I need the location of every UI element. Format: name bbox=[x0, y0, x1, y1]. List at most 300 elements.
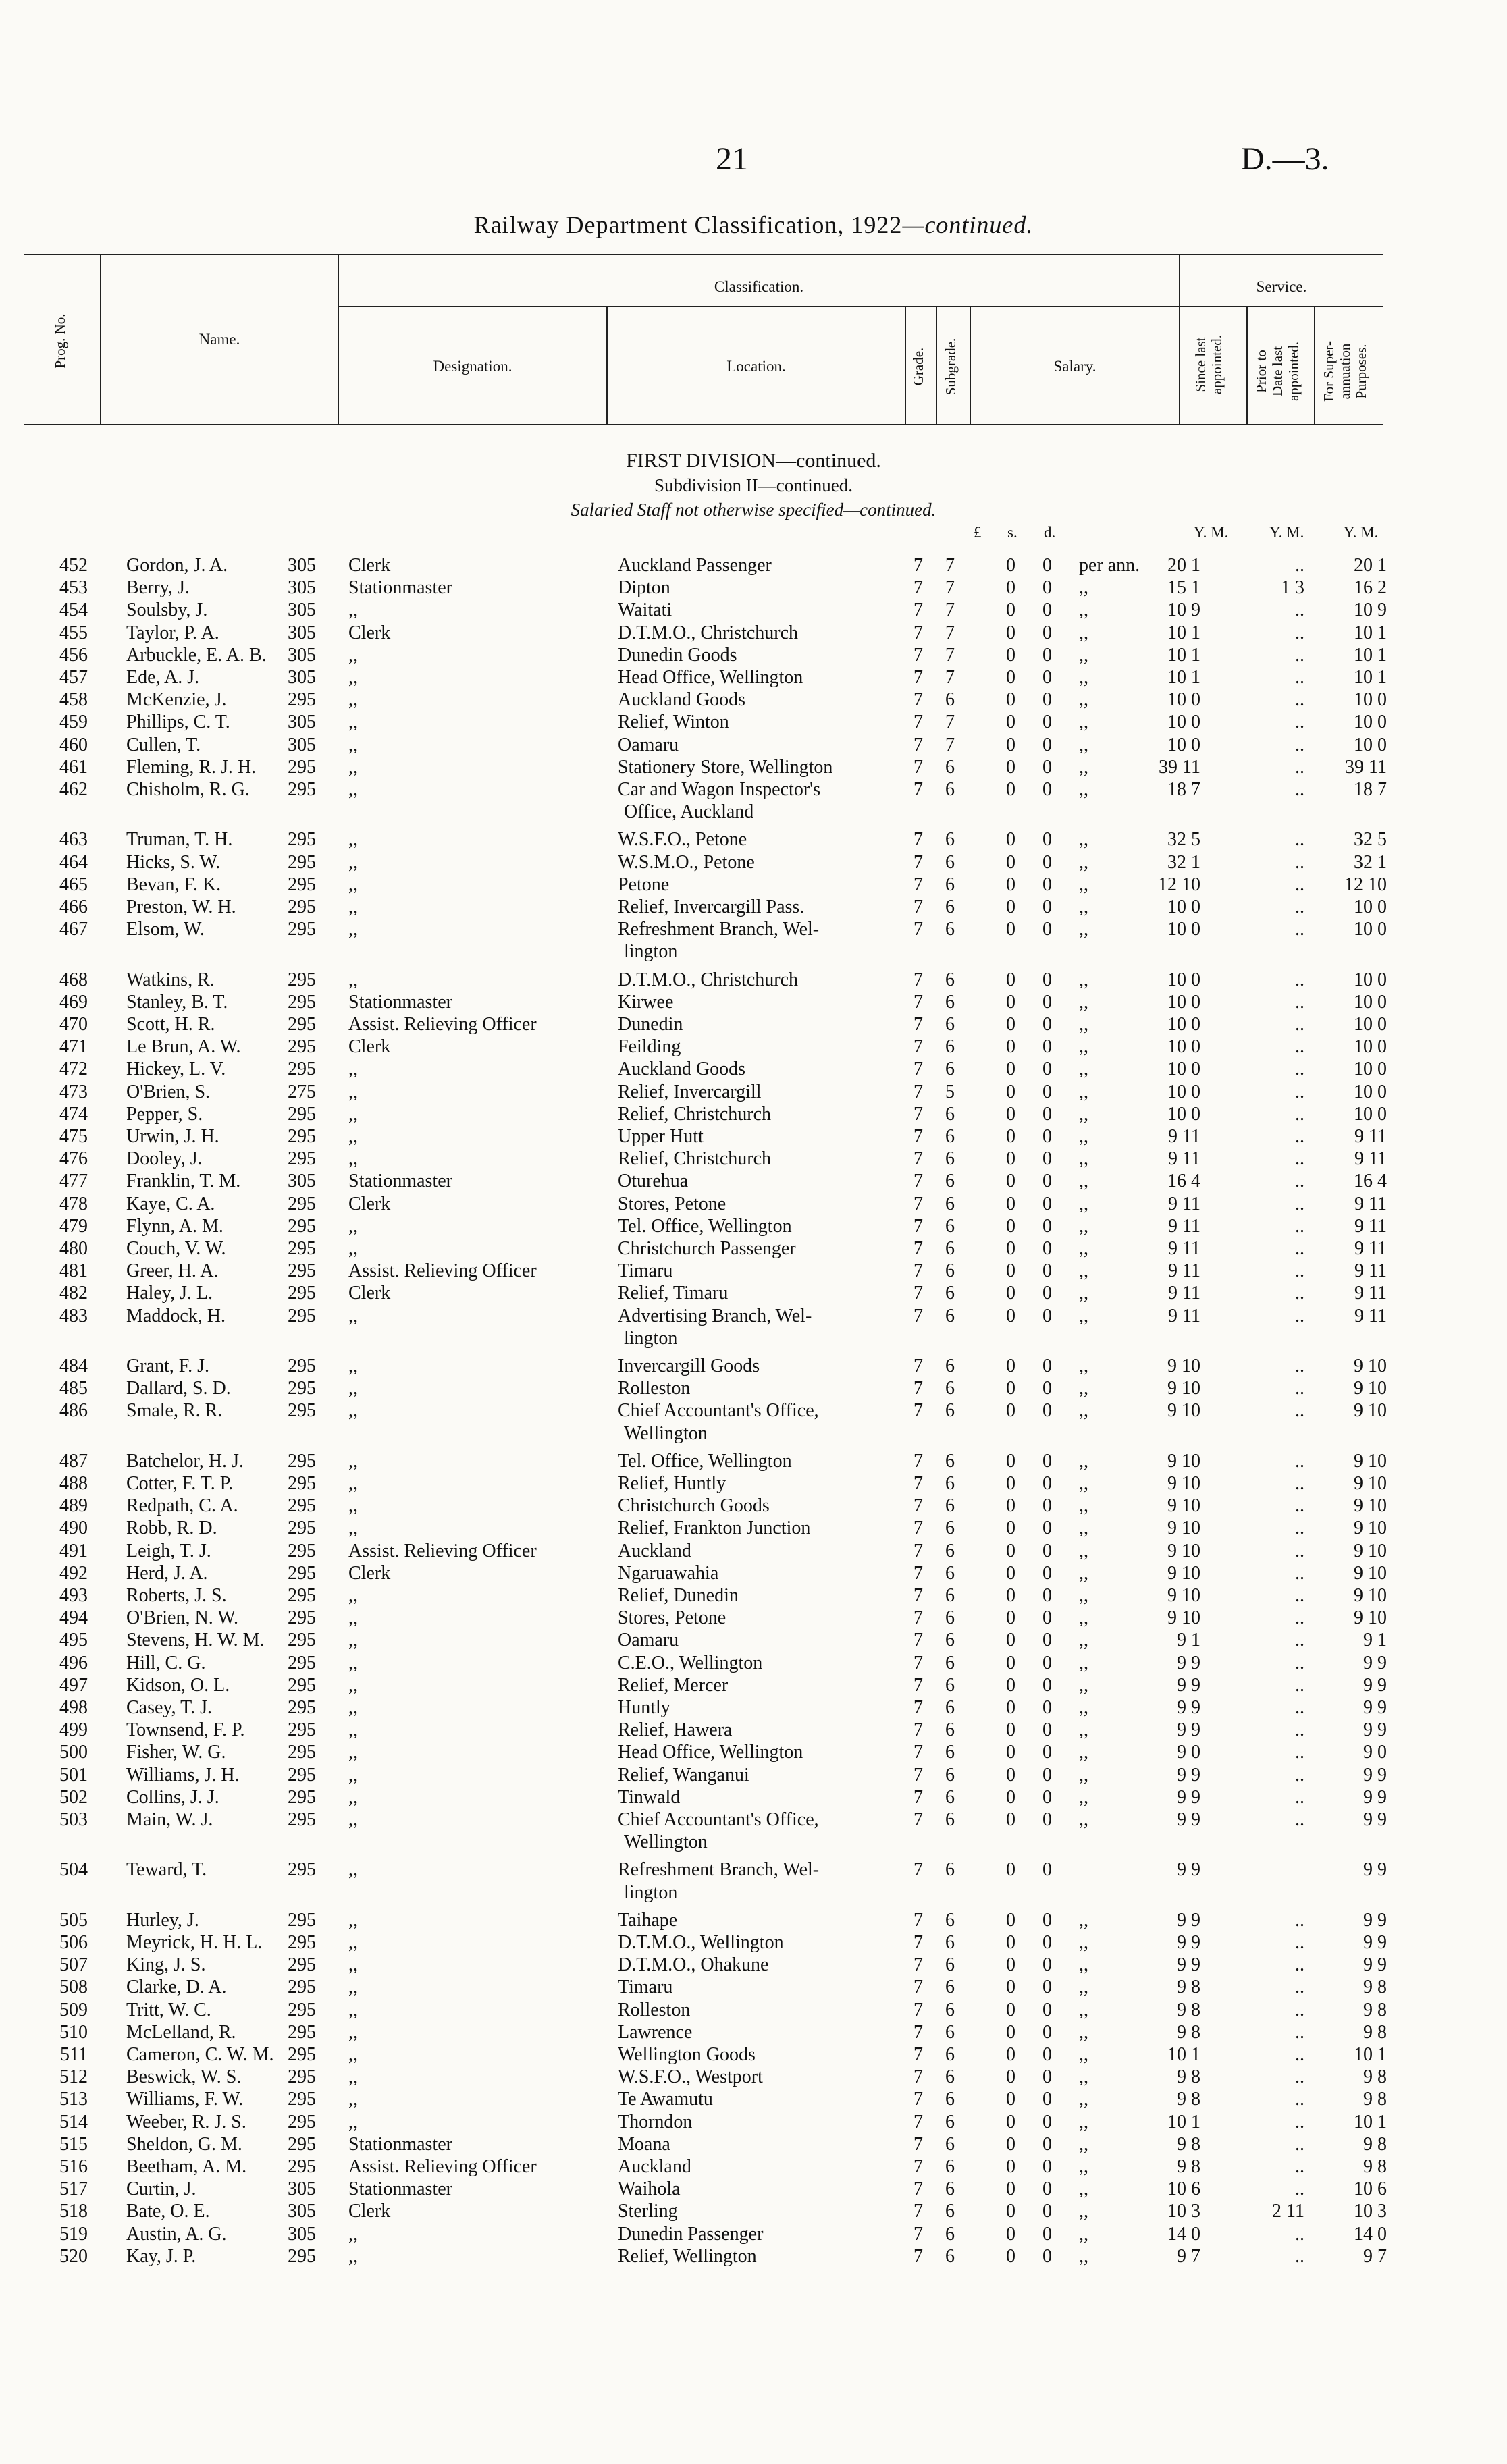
subdivision-heading: Subdivision II—continued. bbox=[654, 475, 853, 496]
header-designation: Designation. bbox=[433, 358, 512, 375]
salary-period: ,, bbox=[1079, 1764, 1088, 1786]
salary-pounds: 295 bbox=[288, 1697, 316, 1718]
subgrade: 6 bbox=[945, 2133, 955, 2155]
designation: ,, bbox=[348, 1607, 358, 1629]
staff-name: Herd, J. A. bbox=[126, 1562, 208, 1584]
service-super: 10 0 bbox=[1354, 712, 1387, 733]
service-prior: .. bbox=[1295, 1283, 1304, 1304]
service-prior: .. bbox=[1295, 1809, 1304, 1830]
service-super: 9 10 bbox=[1354, 1356, 1387, 1376]
staff-name: Preston, W. H. bbox=[126, 896, 236, 917]
location: D.T.M.O., Ohakune bbox=[618, 1954, 769, 1976]
service-since: 9 10 bbox=[1167, 1607, 1200, 1629]
salary-shillings: 0 bbox=[1006, 1764, 1015, 1786]
service-prior: .. bbox=[1295, 734, 1304, 755]
prog-no: 504 bbox=[59, 1859, 88, 1881]
subgrade: 6 bbox=[945, 896, 955, 917]
salary-shillings: 0 bbox=[1006, 1081, 1015, 1102]
grade: 7 bbox=[914, 1238, 923, 1259]
service-super: 9 10 bbox=[1354, 1540, 1387, 1561]
subgrade: 7 bbox=[945, 622, 955, 643]
salary-pence: 0 bbox=[1042, 689, 1052, 711]
group-heading: Salaried Staff not otherwise specified—continued. bbox=[571, 500, 936, 520]
service-since: 9 8 bbox=[1177, 1977, 1200, 1998]
grade: 7 bbox=[914, 1954, 923, 1976]
salary-pence: 0 bbox=[1042, 1171, 1052, 1192]
location: Relief, Wellington bbox=[618, 2245, 757, 2267]
salary-pounds: 295 bbox=[288, 1786, 316, 1808]
location: Stores, Petone bbox=[618, 1193, 726, 1214]
salary-pence: 0 bbox=[1042, 1652, 1052, 1673]
salary-shillings: 0 bbox=[1006, 1540, 1015, 1561]
salary-shillings: 0 bbox=[1006, 874, 1015, 895]
salary-shillings: 0 bbox=[1006, 1283, 1015, 1304]
prog-no: 501 bbox=[59, 1764, 88, 1786]
staff-name: Kay, J. P. bbox=[126, 2245, 196, 2267]
subgrade: 6 bbox=[945, 991, 955, 1013]
prog-no: 513 bbox=[59, 2089, 88, 2110]
salary-shillings: 0 bbox=[1006, 1607, 1015, 1629]
grade: 7 bbox=[914, 1193, 923, 1214]
salary-pence: 0 bbox=[1042, 2111, 1052, 2133]
service-prior: .. bbox=[1295, 1562, 1304, 1584]
salary-period: ,, bbox=[1079, 1652, 1088, 1673]
salary-pence: 0 bbox=[1042, 1518, 1052, 1539]
grade: 7 bbox=[914, 969, 923, 990]
service-since: 9 9 bbox=[1177, 1786, 1200, 1808]
service-since: 39 11 bbox=[1159, 756, 1200, 778]
service-since: 15 1 bbox=[1167, 577, 1200, 599]
staff-name: Austin, A. G. bbox=[126, 2223, 227, 2245]
service-prior: 2 11 bbox=[1272, 2201, 1304, 2222]
location: Relief, Invercargill bbox=[618, 1081, 762, 1102]
salary-shillings: 0 bbox=[1006, 1400, 1015, 1422]
service-prior: .. bbox=[1295, 1977, 1304, 1998]
salary-pounds: 295 bbox=[288, 1283, 316, 1304]
location: Kirwee bbox=[618, 991, 674, 1013]
service-super: 9 8 bbox=[1363, 2156, 1387, 2177]
salary-shillings: 0 bbox=[1006, 1356, 1015, 1376]
service-since: 9 9 bbox=[1177, 1932, 1200, 1953]
service-since: 12 10 bbox=[1158, 874, 1200, 895]
service-super: 9 8 bbox=[1363, 2066, 1387, 2088]
salary-pounds: 305 bbox=[288, 2178, 316, 2200]
prog-no: 486 bbox=[59, 1400, 88, 1422]
prog-no: 509 bbox=[59, 1999, 88, 2020]
salary-pence: 0 bbox=[1042, 1215, 1052, 1237]
salary-pounds: 305 bbox=[288, 622, 316, 643]
salary-period: ,, bbox=[1079, 779, 1088, 800]
salary-pounds: 305 bbox=[288, 2201, 316, 2222]
salary-shillings: 0 bbox=[1006, 896, 1015, 917]
subgrade: 6 bbox=[945, 969, 955, 990]
service-prior: .. bbox=[1295, 2133, 1304, 2155]
salary-period: ,, bbox=[1079, 667, 1088, 688]
service-since: 9 10 bbox=[1167, 1540, 1200, 1561]
service-since: 9 9 bbox=[1177, 1954, 1200, 1976]
location: Timaru bbox=[618, 1977, 673, 1998]
staff-name: Main, W. J. bbox=[126, 1809, 213, 1830]
service-super: 9 11 bbox=[1354, 1126, 1387, 1147]
staff-name: Stanley, B. T. bbox=[126, 991, 228, 1013]
staff-name: Le Brun, A. W. bbox=[126, 1036, 241, 1058]
service-since: 10 0 bbox=[1167, 896, 1200, 917]
staff-name: Hicks, S. W. bbox=[126, 851, 221, 873]
service-prior: .. bbox=[1295, 1193, 1304, 1214]
salary-shillings: 0 bbox=[1006, 1719, 1015, 1741]
service-prior: .. bbox=[1295, 1305, 1304, 1327]
designation: ,, bbox=[348, 1081, 358, 1102]
staff-name: Flynn, A. M. bbox=[126, 1215, 223, 1237]
location: D.T.M.O., Wellington bbox=[618, 1932, 784, 1953]
grade: 7 bbox=[914, 874, 923, 895]
service-super: 9 8 bbox=[1363, 2133, 1387, 2155]
subgrade: 7 bbox=[945, 599, 955, 621]
service-since: 9 10 bbox=[1167, 1378, 1200, 1399]
salary-shillings: 0 bbox=[1006, 1909, 1015, 1931]
grade: 7 bbox=[914, 1742, 923, 1763]
staff-name: Dallard, S. D. bbox=[126, 1378, 231, 1399]
title-main: Railway Department Classification, 1922 bbox=[473, 211, 903, 238]
grade: 7 bbox=[914, 1674, 923, 1696]
prog-no: 490 bbox=[59, 1518, 88, 1539]
service-since: 9 10 bbox=[1167, 1473, 1200, 1494]
service-prior: .. bbox=[1295, 1473, 1304, 1494]
staff-name: Kidson, O. L. bbox=[126, 1674, 230, 1696]
grade: 7 bbox=[914, 1909, 923, 1931]
designation: ,, bbox=[348, 1495, 358, 1517]
designation: ,, bbox=[348, 756, 358, 778]
grade: 7 bbox=[914, 2178, 923, 2200]
prog-no: 455 bbox=[59, 622, 88, 643]
salary-shillings: 0 bbox=[1006, 2111, 1015, 2133]
salary-shillings: 0 bbox=[1006, 689, 1015, 711]
salary-period: ,, bbox=[1079, 2021, 1088, 2043]
service-super: 18 7 bbox=[1354, 779, 1387, 800]
service-since: 9 8 bbox=[1177, 2021, 1200, 2043]
salary-pounds: 305 bbox=[288, 555, 316, 576]
service-prior: .. bbox=[1295, 667, 1304, 688]
staff-name: Stevens, H. W. M. bbox=[126, 1630, 265, 1651]
service-since: 18 7 bbox=[1167, 779, 1200, 800]
salary-pounds: 295 bbox=[288, 969, 316, 990]
salary-pounds: 295 bbox=[288, 689, 316, 711]
salary-shillings: 0 bbox=[1006, 1859, 1015, 1881]
salary-period: ,, bbox=[1079, 2223, 1088, 2245]
salary-period: ,, bbox=[1079, 2156, 1088, 2177]
staff-name: Couch, V. W. bbox=[126, 1238, 226, 1259]
salary-pounds: 295 bbox=[288, 851, 316, 873]
grade: 7 bbox=[914, 1283, 923, 1304]
unit-pounds: £ bbox=[974, 524, 982, 541]
salary-shillings: 0 bbox=[1006, 555, 1015, 576]
service-prior: .. bbox=[1295, 689, 1304, 711]
salary-pence: 0 bbox=[1042, 2245, 1052, 2267]
prog-no: 499 bbox=[59, 1719, 88, 1741]
subgrade: 6 bbox=[945, 1630, 955, 1651]
prog-no: 495 bbox=[59, 1630, 88, 1651]
service-super: 10 3 bbox=[1354, 2201, 1387, 2222]
location: Taihape bbox=[618, 1909, 678, 1931]
document-reference: D.—3. bbox=[1241, 141, 1329, 177]
service-prior: .. bbox=[1295, 1607, 1304, 1629]
staff-name: Roberts, J. S. bbox=[126, 1585, 227, 1606]
service-prior: .. bbox=[1295, 969, 1304, 990]
designation: ,, bbox=[348, 1742, 358, 1763]
service-since: 9 11 bbox=[1168, 1126, 1200, 1147]
location: Oamaru bbox=[618, 734, 679, 755]
subgrade: 7 bbox=[945, 667, 955, 688]
header-name: Name. bbox=[199, 331, 240, 348]
prog-no: 488 bbox=[59, 1473, 88, 1494]
salary-pounds: 295 bbox=[288, 1607, 316, 1629]
salary-pounds: 295 bbox=[288, 1977, 316, 1998]
subgrade: 7 bbox=[945, 555, 955, 576]
header-service: Service. bbox=[1256, 278, 1307, 295]
service-since: 10 0 bbox=[1167, 1036, 1200, 1058]
service-since: 10 1 bbox=[1167, 667, 1200, 688]
location: Refreshment Branch, Wel- bbox=[618, 919, 820, 940]
salary-shillings: 0 bbox=[1006, 1652, 1015, 1673]
subgrade: 6 bbox=[945, 2223, 955, 2245]
service-since: 10 1 bbox=[1167, 2111, 1200, 2133]
subgrade: 6 bbox=[945, 1909, 955, 1931]
subgrade: 6 bbox=[945, 1126, 955, 1147]
location: Stores, Petone bbox=[618, 1607, 726, 1629]
grade: 7 bbox=[914, 734, 923, 755]
salary-pounds: 295 bbox=[288, 1260, 316, 1282]
service-since: 9 10 bbox=[1167, 1585, 1200, 1606]
location: Tinwald bbox=[618, 1786, 681, 1808]
prog-no: 468 bbox=[59, 969, 88, 990]
prog-no: 472 bbox=[59, 1059, 88, 1080]
header-subgrade: Subgrade. bbox=[943, 338, 959, 396]
prog-no: 469 bbox=[59, 991, 88, 1013]
staff-name: Batchelor, H. J. bbox=[126, 1450, 244, 1472]
salary-shillings: 0 bbox=[1006, 1059, 1015, 1080]
service-prior: .. bbox=[1295, 2021, 1304, 2043]
salary-shillings: 0 bbox=[1006, 1305, 1015, 1327]
salary-pence: 0 bbox=[1042, 1356, 1052, 1376]
salary-pounds: 295 bbox=[288, 1932, 316, 1953]
staff-name: Leigh, T. J. bbox=[126, 1540, 211, 1561]
salary-pounds: 295 bbox=[288, 2245, 316, 2267]
service-super: 10 0 bbox=[1354, 1014, 1387, 1035]
staff-name: Williams, J. H. bbox=[126, 1764, 240, 1786]
service-prior: .. bbox=[1295, 1909, 1304, 1931]
location: Head Office, Wellington bbox=[618, 1742, 803, 1763]
service-since: 10 1 bbox=[1167, 2044, 1200, 2065]
salary-shillings: 0 bbox=[1006, 1954, 1015, 1976]
subgrade: 6 bbox=[945, 2111, 955, 2133]
grade: 7 bbox=[914, 1540, 923, 1561]
salary-pence: 0 bbox=[1042, 2089, 1052, 2110]
service-since: 10 0 bbox=[1167, 734, 1200, 755]
salary-period: ,, bbox=[1079, 1977, 1088, 1998]
location: Relief, Dunedin bbox=[618, 1585, 739, 1606]
subgrade: 6 bbox=[945, 2089, 955, 2110]
header-prog-no: Prog. No. bbox=[52, 313, 68, 369]
location-continuation: Office, Auckland bbox=[624, 801, 754, 823]
service-prior: .. bbox=[1295, 1518, 1304, 1539]
staff-name: Scott, H. R. bbox=[126, 1014, 215, 1035]
grade: 7 bbox=[914, 1014, 923, 1035]
staff-name: Smale, R. R. bbox=[126, 1400, 223, 1422]
salary-pounds: 295 bbox=[288, 1014, 316, 1035]
salary-period: ,, bbox=[1079, 599, 1088, 621]
location: W.S.F.O., Westport bbox=[618, 2066, 763, 2088]
subgrade: 6 bbox=[945, 1014, 955, 1035]
staff-name: Arbuckle, E. A. B. bbox=[126, 644, 267, 666]
staff-name: Cullen, T. bbox=[126, 734, 201, 755]
prog-no: 460 bbox=[59, 734, 88, 755]
salary-period: ,, bbox=[1079, 2111, 1088, 2133]
designation: Assist. Relieving Officer bbox=[348, 2156, 537, 2177]
prog-no: 467 bbox=[59, 919, 88, 940]
service-super: 10 1 bbox=[1354, 622, 1387, 643]
service-super: 9 10 bbox=[1354, 1400, 1387, 1422]
designation: ,, bbox=[348, 734, 358, 755]
service-prior: .. bbox=[1295, 644, 1304, 666]
prog-no: 464 bbox=[59, 851, 88, 873]
header-grade: Grade. bbox=[910, 347, 926, 386]
service-prior: .. bbox=[1295, 555, 1304, 576]
grade: 7 bbox=[914, 599, 923, 621]
salary-period: ,, bbox=[1079, 1786, 1088, 1808]
salary-pence: 0 bbox=[1042, 1378, 1052, 1399]
service-prior: .. bbox=[1295, 1148, 1304, 1170]
service-super: 9 9 bbox=[1363, 1697, 1387, 1718]
salary-period: ,, bbox=[1079, 851, 1088, 873]
salary-pence: 0 bbox=[1042, 969, 1052, 990]
service-super: 9 11 bbox=[1354, 1305, 1387, 1327]
subgrade: 6 bbox=[945, 1238, 955, 1259]
service-super: 10 1 bbox=[1354, 2044, 1387, 2065]
salary-shillings: 0 bbox=[1006, 1126, 1015, 1147]
designation: ,, bbox=[348, 644, 358, 666]
location: C.E.O., Wellington bbox=[618, 1652, 763, 1673]
service-prior: .. bbox=[1295, 1540, 1304, 1561]
designation: ,, bbox=[348, 851, 358, 873]
grade: 7 bbox=[914, 1260, 923, 1282]
staff-name: Kaye, C. A. bbox=[126, 1193, 215, 1214]
service-since: 32 5 bbox=[1167, 829, 1200, 851]
location: Christchurch Goods bbox=[618, 1495, 770, 1517]
prog-no: 465 bbox=[59, 874, 88, 895]
salary-period: ,, bbox=[1079, 1932, 1088, 1953]
location: Lawrence bbox=[618, 2021, 693, 2043]
location: Wellington Goods bbox=[618, 2044, 756, 2065]
prog-no: 514 bbox=[59, 2111, 88, 2133]
service-super: 10 1 bbox=[1354, 644, 1387, 666]
prog-no: 473 bbox=[59, 1081, 88, 1102]
service-since: 10 0 bbox=[1167, 969, 1200, 990]
subgrade: 6 bbox=[945, 1283, 955, 1304]
salary-pounds: 295 bbox=[288, 756, 316, 778]
service-prior: .. bbox=[1295, 991, 1304, 1013]
service-since: 10 0 bbox=[1167, 689, 1200, 711]
designation: Clerk bbox=[348, 2201, 391, 2222]
salary-shillings: 0 bbox=[1006, 1495, 1015, 1517]
service-super: 9 11 bbox=[1354, 1283, 1387, 1304]
salary-shillings: 0 bbox=[1006, 1450, 1015, 1472]
salary-period: ,, bbox=[1079, 1674, 1088, 1696]
salary-shillings: 0 bbox=[1006, 599, 1015, 621]
staff-name: Dooley, J. bbox=[126, 1148, 203, 1170]
service-since: 9 11 bbox=[1168, 1238, 1200, 1259]
designation: ,, bbox=[348, 1697, 358, 1718]
service-super: 9 10 bbox=[1354, 1585, 1387, 1606]
designation: Stationmaster bbox=[348, 2133, 452, 2155]
prog-no: 470 bbox=[59, 1014, 88, 1035]
subgrade: 6 bbox=[945, 1260, 955, 1282]
service-prior: .. bbox=[1295, 1215, 1304, 1237]
designation: ,, bbox=[348, 1148, 358, 1170]
staff-name: Meyrick, H. H. L. bbox=[126, 1932, 263, 1953]
service-since: 9 11 bbox=[1168, 1215, 1200, 1237]
service-super: 9 9 bbox=[1363, 1674, 1387, 1696]
salary-shillings: 0 bbox=[1006, 2156, 1015, 2177]
salary-pence: 0 bbox=[1042, 2201, 1052, 2222]
salary-pence: 0 bbox=[1042, 1719, 1052, 1741]
designation: ,, bbox=[348, 1859, 358, 1881]
salary-pence: 0 bbox=[1042, 1540, 1052, 1561]
grade: 7 bbox=[914, 1518, 923, 1539]
salary-pence: 0 bbox=[1042, 577, 1052, 599]
salary-pence: 0 bbox=[1042, 1450, 1052, 1472]
service-since: 32 1 bbox=[1167, 851, 1200, 873]
staff-name: Elsom, W. bbox=[126, 919, 205, 940]
service-prior: .. bbox=[1295, 1400, 1304, 1422]
location: Dipton bbox=[618, 577, 670, 599]
location: Relief, Mercer bbox=[618, 1674, 729, 1696]
service-prior: .. bbox=[1295, 1171, 1304, 1192]
salary-period: ,, bbox=[1079, 1378, 1088, 1399]
grade: 7 bbox=[914, 689, 923, 711]
salary-period: ,, bbox=[1079, 689, 1088, 711]
designation: ,, bbox=[348, 1215, 358, 1237]
service-super: 9 10 bbox=[1354, 1378, 1387, 1399]
location: Timaru bbox=[618, 1260, 673, 1282]
salary-period: ,, bbox=[1079, 874, 1088, 895]
salary-pounds: 295 bbox=[288, 1859, 316, 1881]
location-continuation: Wellington bbox=[624, 1422, 708, 1444]
designation: ,, bbox=[348, 1977, 358, 1998]
designation: ,, bbox=[348, 1126, 358, 1147]
grade: 7 bbox=[914, 1999, 923, 2020]
designation: Stationmaster bbox=[348, 2178, 452, 2200]
staff-name: Hurley, J. bbox=[126, 1909, 199, 1931]
subgrade: 6 bbox=[945, 1977, 955, 1998]
division-heading: FIRST DIVISION—continued. bbox=[626, 450, 881, 472]
salary-period: ,, bbox=[1079, 1238, 1088, 1259]
salary-pounds: 295 bbox=[288, 2089, 316, 2110]
grade: 7 bbox=[914, 1103, 923, 1125]
prog-no: 520 bbox=[59, 2245, 88, 2267]
prog-no: 477 bbox=[59, 1171, 88, 1192]
staff-name: O'Brien, N. W. bbox=[126, 1607, 239, 1629]
unit-shillings: s. bbox=[1007, 524, 1017, 541]
staff-name: Greer, H. A. bbox=[126, 1260, 219, 1282]
service-prior: .. bbox=[1295, 1260, 1304, 1282]
location: Auckland bbox=[618, 1540, 691, 1561]
salary-pounds: 295 bbox=[288, 1400, 316, 1422]
designation: Clerk bbox=[348, 1193, 391, 1214]
prog-no: 479 bbox=[59, 1215, 88, 1237]
location: Relief, Timaru bbox=[618, 1283, 729, 1304]
salary-pence: 0 bbox=[1042, 1809, 1052, 1830]
designation: ,, bbox=[348, 599, 358, 621]
